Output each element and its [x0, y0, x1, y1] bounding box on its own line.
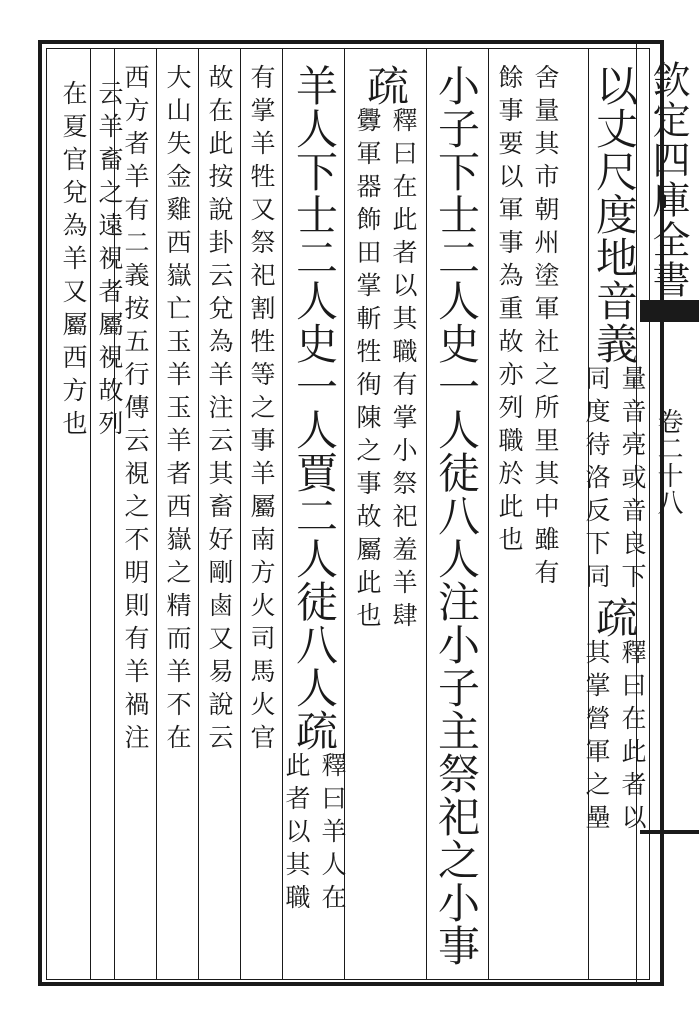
main-text: 羊人下士二人史一人賈二人徒八人疏	[290, 64, 339, 752]
annotation-pair	[581, 365, 647, 596]
text-column-10: 云羊畜之遠視者屬視故列	[95, 80, 124, 443]
annotation-right: 量音亮或音良下	[618, 365, 647, 596]
main-text: 疏	[361, 64, 410, 107]
text-column-11: 在夏官兌為羊又屬西方也	[59, 80, 88, 443]
text-column-4	[350, 64, 420, 635]
annotation-right: 釋曰在此者以其職有掌小祭祀羞羊肆	[389, 107, 418, 635]
column-rule	[156, 48, 157, 980]
text-column-8: 大山失金雞西嶽亡玉羊玉羊者西嶽之精而羊不在	[163, 64, 192, 757]
annotation-pair	[581, 639, 647, 837]
column-rule	[426, 48, 427, 980]
text-column-9: 西方者羊有二義按五行傳云視之不明則有羊禍注	[121, 64, 150, 757]
column-rule	[90, 48, 91, 980]
text-column-2	[494, 64, 560, 592]
text-column-1	[582, 64, 647, 837]
annotation-right: 釋曰在此者以	[618, 639, 647, 837]
main-text: 小子下士二人史一人徒八人注	[432, 64, 481, 623]
annotation-left: 釁軍器飾田掌斬牲徇陳之事故屬此也	[353, 107, 382, 635]
text-column-3	[430, 64, 482, 967]
annotation-right: 釋曰羊人在	[318, 752, 347, 917]
fishtail-mark-bottom	[640, 830, 699, 834]
annotation-left: 餘事要以軍事為重故亦列職於此也	[495, 64, 524, 559]
book-title: 欽定四庫全書	[646, 60, 690, 300]
main-text: 以丈尺度地音義	[590, 64, 639, 365]
annotation-left: 同度待洛反下同	[582, 365, 611, 596]
annotation-left: 其掌營軍之壘	[582, 639, 611, 837]
volume-number: 卷二十八	[653, 408, 683, 516]
annotation-left: 此者以其職	[282, 752, 311, 917]
column-rule	[488, 48, 489, 980]
text-column-5	[282, 64, 347, 917]
annotation-pair	[352, 107, 418, 635]
column-rule	[198, 48, 199, 980]
main-text: 小子主祭祀之小事	[432, 623, 481, 967]
annotation-pair	[281, 752, 347, 917]
main-text: 疏	[590, 596, 639, 639]
column-rule	[240, 48, 241, 980]
text-column-6: 有掌羊牲又祭祀割牲等之事羊屬南方火司馬火官	[247, 64, 276, 757]
annotation-right: 舍量其市朝州塗軍社之所里其中雖有	[531, 64, 560, 592]
text-column-7: 故在此按說卦云兌為羊注云其畜好剛鹵又易說云	[205, 64, 234, 757]
